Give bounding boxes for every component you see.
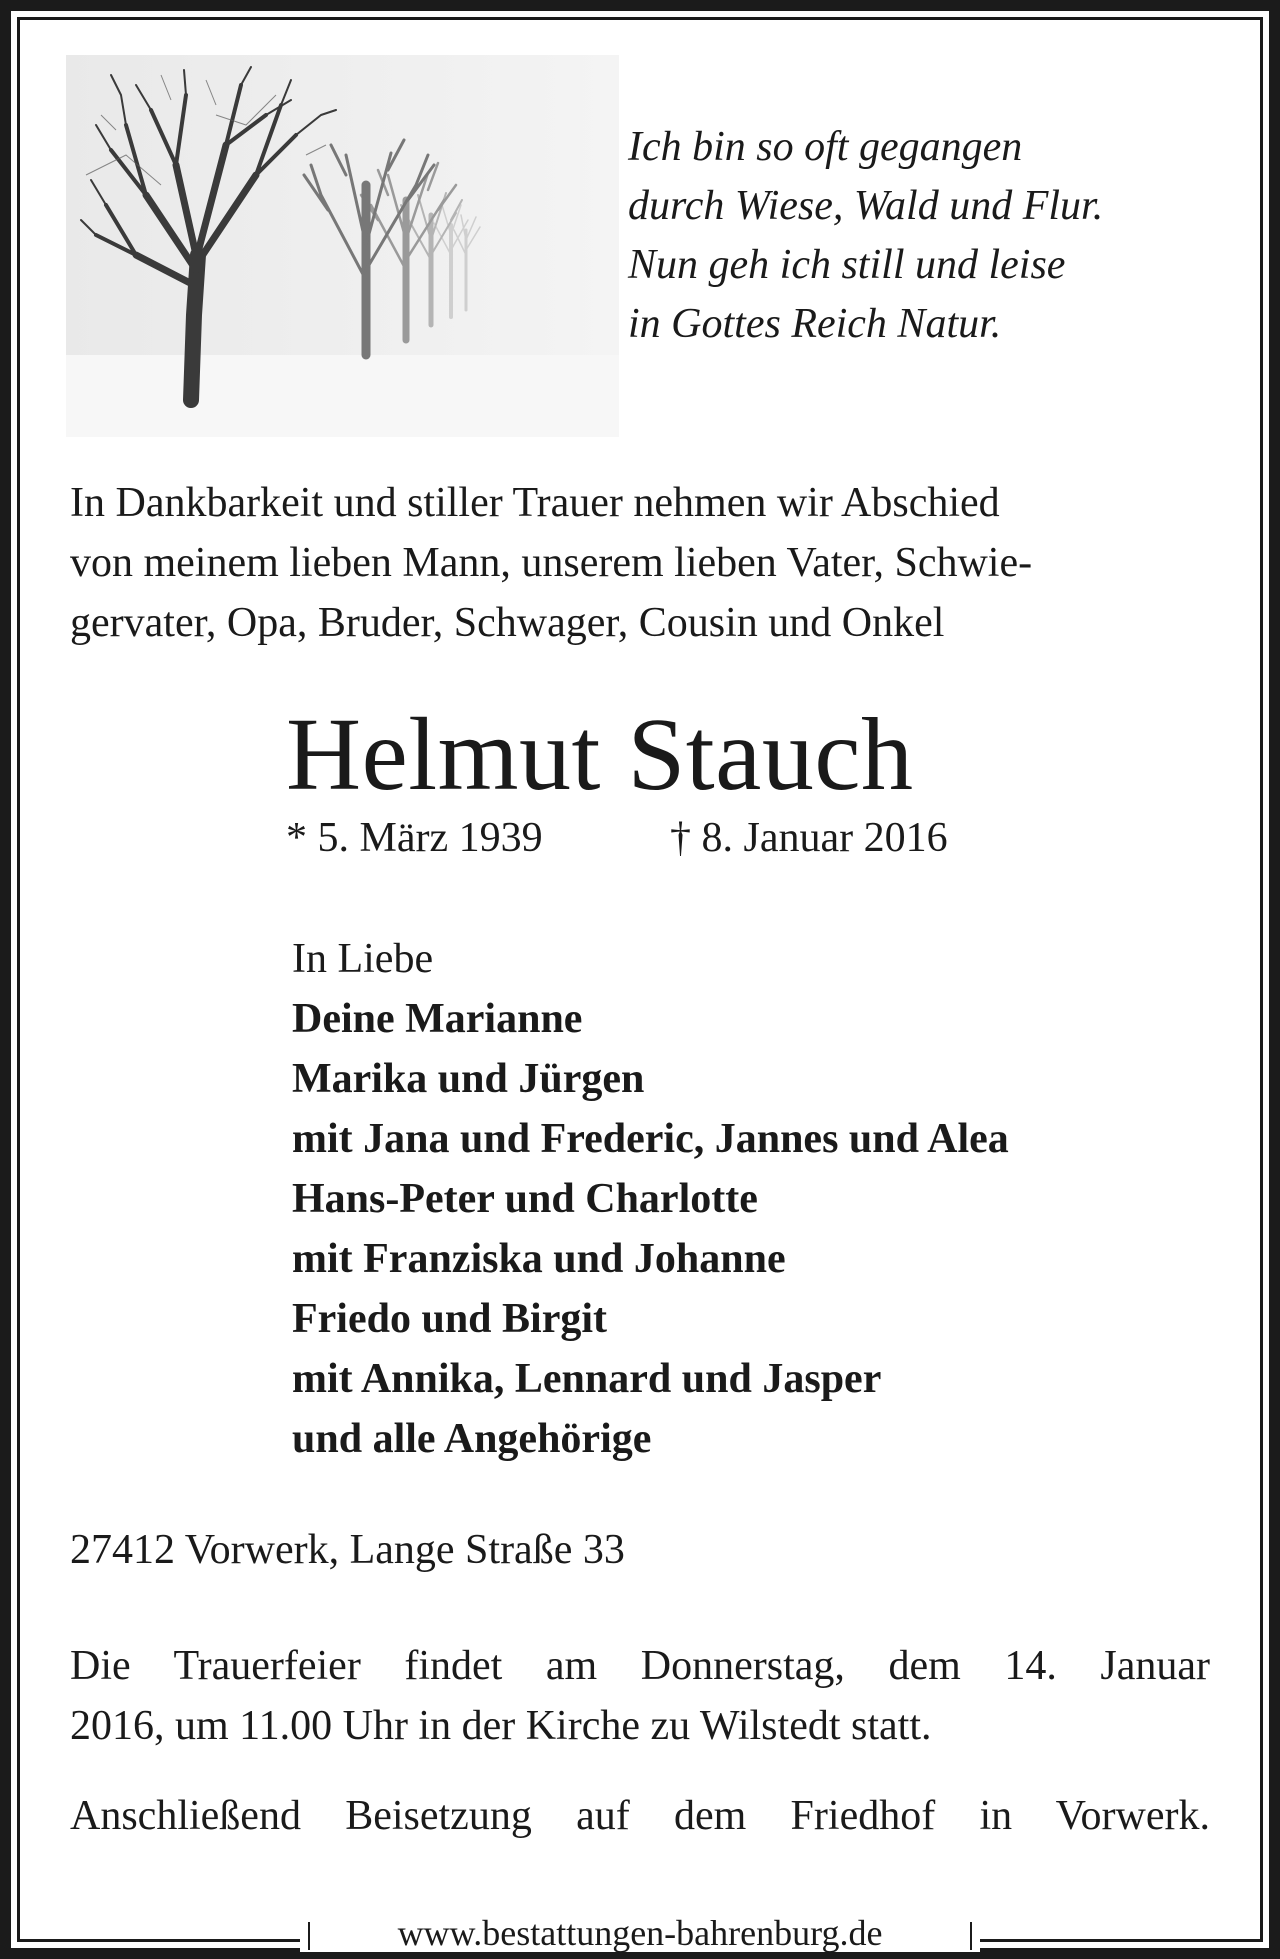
deceased-name: Helmut Stauch [286, 697, 914, 812]
poem-line: in Gottes Reich Natur. [628, 301, 1002, 347]
service-line: Die Trauerfeier findet am Donnerstag, dem 14. Januar [70, 1643, 1210, 1689]
website-footer [300, 1912, 980, 1952]
mourners-opening: In Liebe [292, 936, 434, 982]
address: 27412 Vorwerk, Lange Straße 33 [70, 1527, 625, 1573]
mourner-line: mit Jana und Frederic, Jannes und Alea [292, 1116, 1009, 1162]
mourner-line: mit Franziska und Johanne [292, 1236, 786, 1282]
burial-notice: Anschließend Beisetzung auf dem Friedhof in Vorwerk. [70, 1793, 1210, 1839]
poem [628, 118, 1228, 354]
life-dates [286, 810, 1086, 866]
mourner-line: mit Annika, Lennard und Jasper [292, 1356, 882, 1402]
intro-line: In Dankbarkeit und stiller Trauer nehmen wir Abschied [70, 480, 1000, 526]
poem-line: Ich bin so oft gegangen [628, 124, 1023, 170]
mourner-line: Deine Marianne [292, 996, 583, 1042]
intro-line: von meinem lieben Mann, unserem lieben Vater, Schwie- [70, 540, 1033, 586]
divider-tick [970, 1922, 972, 1950]
intro-text [70, 473, 1220, 653]
mourner-line: Marika und Jürgen [292, 1056, 645, 1102]
mourner-line: und alle Angehörige [292, 1416, 652, 1462]
website-url: www.bestattungen-bahrenburg.de [397, 1913, 883, 1953]
poem-line: Nun geh ich still und leise [628, 242, 1066, 288]
service-notice [70, 1636, 1210, 1756]
mourner-line: Hans-Peter und Charlotte [292, 1176, 758, 1222]
mourners-list [292, 929, 1192, 1469]
mourner-line: Friedo und Birgit [292, 1296, 608, 1342]
service-line: 2016, um 11.00 Uhr in der Kirche zu Wilstedt statt. [70, 1703, 932, 1749]
winter-trees-photo [66, 55, 619, 437]
intro-line: gervater, Opa, Bruder, Schwager, Cousin und Onkel [70, 600, 945, 646]
death-date: † 8. Januar 2016 [670, 815, 948, 861]
poem-line: durch Wiese, Wald und Flur. [628, 183, 1104, 229]
birth-date: * 5. März 1939 [286, 815, 543, 861]
